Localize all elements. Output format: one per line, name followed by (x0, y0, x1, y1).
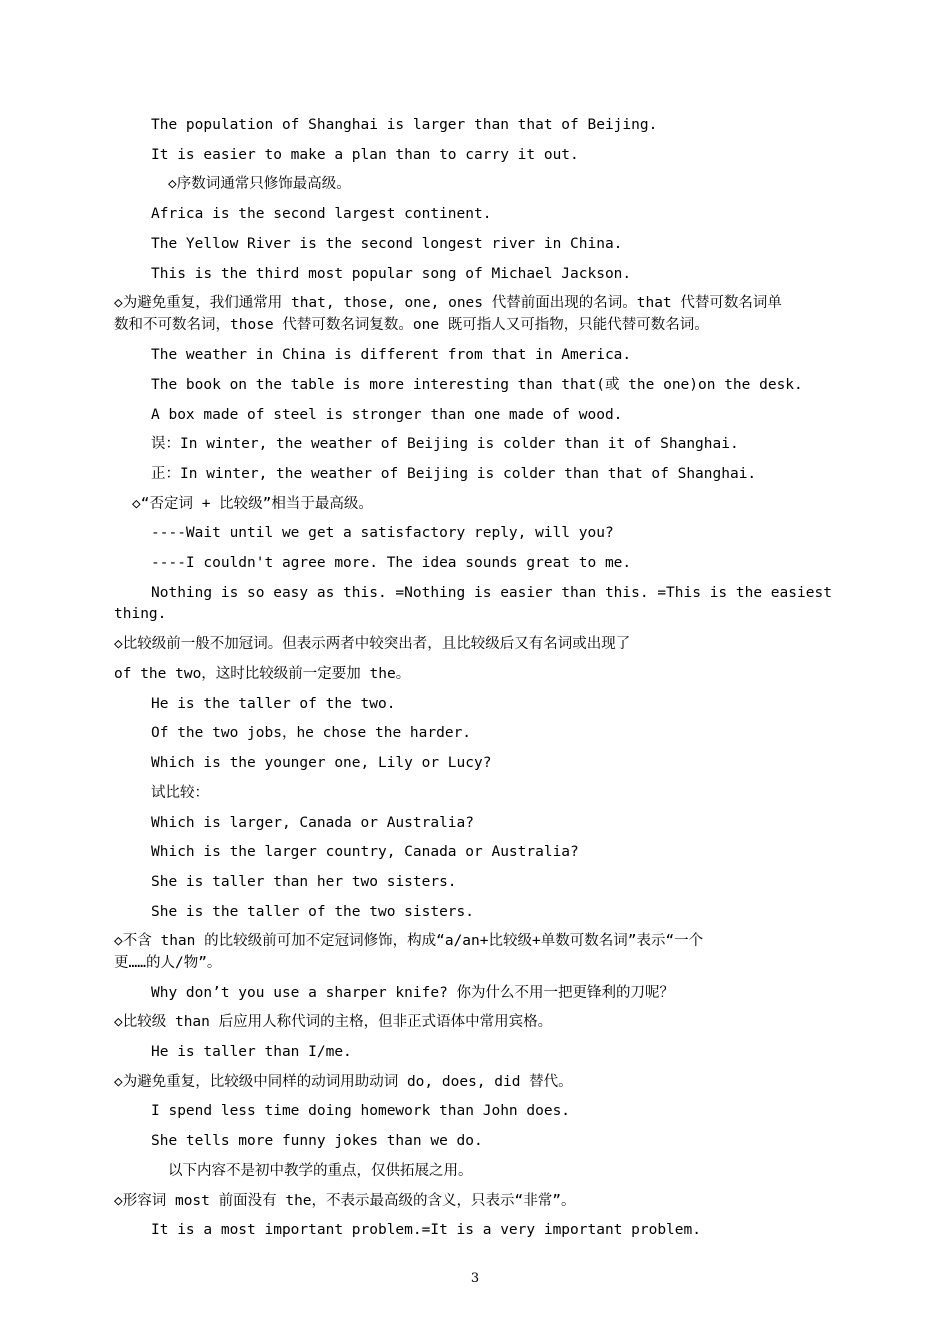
section-bullet: ◇为避免重复，比较级中同样的动词用助动词 do, does, did 替代。 (114, 1074, 573, 1090)
text-line: 数和不可数名词，those 代替可数名词复数。one 既可指人又可指物，只能代替可数名词。 (114, 317, 709, 333)
text-line: She is the taller of the two sisters. (151, 904, 475, 920)
text-line: It is easier to make a plan than to carry it out. (151, 147, 579, 163)
text-line: 误：In winter, the weather of Beijing is colder than it of Shanghai. (151, 436, 739, 452)
text-line: of the two，这时比较级前一定要加 the。 (114, 666, 411, 682)
section-bullet: ◇比较级前一般不加冠词。但表示两者中较突出者，且比较级后又有名词或出现了 (114, 636, 631, 652)
text-line: 试比较： (151, 785, 209, 801)
text-line: thing. (114, 606, 167, 622)
text-line: The population of Shanghai is larger than that of Beijing. (151, 117, 658, 133)
note-line: 以下内容不是初中教学的重点，仅供拓展之用。 (168, 1163, 473, 1179)
text-line: A box made of steel is stronger than one made of wood. (151, 407, 623, 423)
text-line: Nothing is so easy as this. =Nothing is easier than this. =This is the easiest (151, 585, 832, 601)
text-line: 正：In winter, the weather of Beijing is colder than that of Shanghai. (151, 466, 757, 482)
text-line: She tells more funny jokes than we do. (151, 1133, 483, 1149)
text-line: She is taller than her two sisters. (151, 874, 457, 890)
text-line: Of the two jobs，he chose the harder. (151, 725, 472, 741)
text-line: He is the taller of the two. (151, 696, 396, 712)
text-line: The weather in China is different from that in America. (151, 347, 632, 363)
section-bullet: ◇“否定词 + 比较级”相当于最高级。 (132, 496, 373, 512)
section-bullet: ◇序数词通常只修饰最高级。 (168, 176, 351, 192)
text-line: This is the third most popular song of Michael Jackson. (151, 266, 632, 282)
text-line: I spend less time doing homework than John does. (151, 1103, 571, 1119)
text-line: The Yellow River is the second longest river in China. (151, 236, 623, 252)
text-line: Africa is the second largest continent. (151, 206, 492, 222)
text-line: ----Wait until we get a satisfactory reply, will you? (151, 525, 614, 541)
text-line: Which is the larger country, Canada or Australia? (151, 844, 579, 860)
text-line: Why don’t you use a sharper knife? 你为什么不用一把更锋利的刀呢？ (151, 985, 675, 1001)
section-bullet: ◇形容词 most 前面没有 the，不表示最高级的含义，只表示“非常”。 (114, 1193, 576, 1209)
section-bullet: ◇不含 than 的比较级前可加不定冠词修饰，构成“a/an+比较级+单数可数名词”表示“一个 (114, 933, 704, 949)
page-number: 3 (470, 1271, 480, 1286)
text-line: ----I couldn't agree more. The idea sounds great to me. (151, 555, 632, 571)
section-bullet: ◇为避免重复，我们通常用 that, those, one, ones 代替前面出现的名词。that 代替可数名词单 (114, 295, 782, 311)
section-bullet: ◇比较级 than 后应用人称代词的主格，但非正式语体中常用宾格。 (114, 1014, 553, 1030)
text-line: The book on the table is more interesting than that(或 the one)on the desk. (151, 377, 803, 393)
text-line: He is taller than I/me. (151, 1044, 352, 1060)
text-line: Which is larger, Canada or Australia? (151, 815, 475, 831)
text-line: 更……的人/物”。 (114, 955, 222, 971)
text-line: It is a most important problem.=It is a very important problem. (151, 1222, 701, 1238)
text-line: Which is the younger one, Lily or Lucy? (151, 755, 492, 771)
